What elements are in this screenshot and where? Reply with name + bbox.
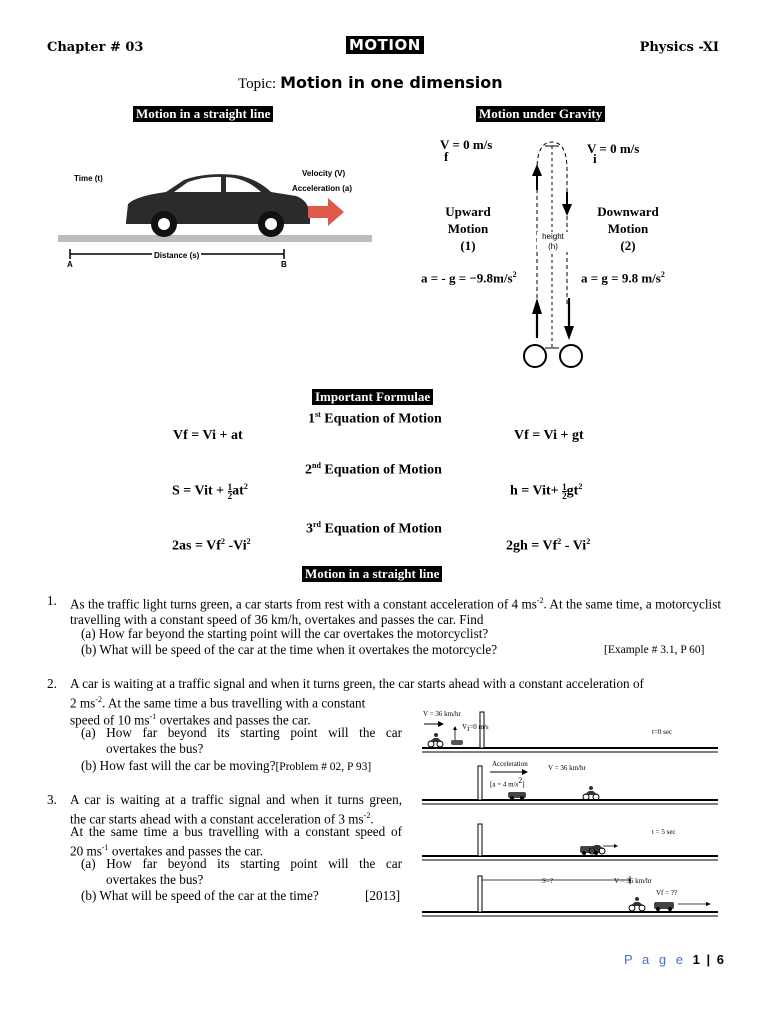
- question-1-reference: [Example # 3.1, P 60]: [604, 644, 705, 656]
- question-3-line-1: A car is waiting at a traffic signal and when it turns green,: [70, 792, 402, 807]
- downward-motion-label: Downward Motion (2): [597, 204, 659, 253]
- vf-subscript: f: [444, 149, 449, 164]
- road-s-label: S=?: [542, 877, 553, 885]
- second-equation-left: S = Vit + $\frac{1}{2}$ $at^2$: [172, 481, 248, 501]
- question-1-part-a: (a) How far beyond the starting point will the car overtakes the motorcyclist?: [81, 626, 489, 641]
- question-3-line-3: At the same time a bus travelling with a constant speed of: [70, 824, 402, 839]
- third-equation-left: $2as = Vf^2$ -Vi$^2$: [172, 537, 251, 554]
- road-acceleration-label: Acceleration: [492, 760, 528, 768]
- topic-label: Topic:: [238, 76, 277, 92]
- question-3-line-2: the car starts ahead with a constant acceleration of 3 $ms^{-2}$.: [70, 811, 374, 827]
- first-equation-heading: 1st Equation of Motion: [308, 410, 442, 427]
- question-3-part-b: (b) What will be speed of the car at the time?: [81, 888, 319, 903]
- vi-subscript: i: [593, 151, 597, 166]
- point-b-label: B: [281, 260, 287, 269]
- question-1-text: As the traffic light turns green, a car starts from rest with a constant acceleration of 4 $ms^{-2}$. At the same time, a motorcyclist travelling with a constant speed of 36 km/h, overtakes and passes the car. Find: [70, 596, 721, 628]
- section-header-straight-line: Motion in a straight line: [133, 106, 273, 122]
- topic-line: [238, 73, 503, 93]
- section-header-gravity: Motion under Gravity: [476, 106, 605, 122]
- upward-motion-label: Upward Motion (1): [445, 204, 491, 253]
- chapter-label: Chapter # 03: [47, 40, 144, 55]
- point-a-label: A: [67, 260, 73, 269]
- question-2-line-1: A car is waiting at a traffic signal and when it turns green, the car starts ahead with a constant acceleration of: [70, 676, 644, 691]
- road-vi0-label: Vi=0 m/s: [462, 723, 489, 733]
- gravity-diagram: [415, 130, 705, 370]
- road-t5-label: t = 5 sec: [652, 828, 676, 836]
- time-label: Time (t): [74, 174, 103, 183]
- page-title: MOTION: [346, 36, 424, 54]
- velocity-label: Velocity (V): [302, 169, 346, 178]
- page-footer: P a g e 1 | 6: [624, 952, 724, 967]
- question-2-number: 2.: [47, 676, 57, 691]
- road-illustration: [420, 708, 720, 918]
- question-3-line-4: 20 $ms^{-1}$ overtakes and passes the car.: [70, 843, 264, 859]
- vf-label: V = 0 m/s: [440, 137, 493, 152]
- question-1-number: 1.: [47, 593, 57, 608]
- a-up-label: a = - $g = -9.8m/s^2$: [421, 270, 517, 286]
- first-equation-left: Vf = Vi + at: [173, 428, 243, 443]
- road-diagram: [420, 708, 720, 918]
- car-illustration: [56, 130, 376, 275]
- first-equation-right: Vf = Vi + gt: [514, 428, 584, 443]
- section-header-formulae: Important Formulae: [312, 389, 433, 405]
- topic-value: Motion in one dimension: [280, 73, 503, 92]
- road-v36-label: V = 36 km/hr: [423, 710, 461, 718]
- road-v36c-label: V = 36 km/hr: [614, 877, 652, 885]
- third-equation-right: $2gh = Vf^2 - Vi^2$: [506, 537, 591, 554]
- subject-label: Physics -XI: [639, 40, 719, 55]
- third-equation-heading: 3rd Equation of Motion: [306, 520, 442, 537]
- question-3-reference: [2013]: [365, 888, 401, 903]
- second-equation-heading: 2nd Equation of Motion: [305, 461, 442, 478]
- car-diagram: [56, 130, 376, 275]
- question-3-part-a-line-2: overtakes the bus?: [106, 872, 204, 887]
- question-3-part-a-line-1: (a) How far beyond its starting point will the car: [81, 856, 402, 871]
- question-2-line-2: 2 $ms^{-2}$. At the same time a bus travelling with a constant: [70, 695, 366, 711]
- question-2-part-a-line-2: overtakes the bus?: [106, 741, 204, 756]
- acceleration-label: Acceleration (a): [292, 184, 353, 193]
- second-equation-right: h = Vit+ $\frac{1}{2}$ $gt^2$: [510, 481, 583, 501]
- vi-label: V = 0 m/s: [587, 141, 640, 156]
- road-t0-label: t=0 sec: [652, 728, 673, 736]
- road-vf-label: Vf = ??: [656, 889, 678, 897]
- road-v36b-label: V = 36 km/hr: [548, 764, 586, 772]
- a-down-label: a = g = 9.8 $m/s^2$: [581, 270, 665, 286]
- distance-label: Distance (s): [154, 251, 200, 260]
- question-1-part-b: (b) What will be speed of the car at the time when it overtakes the motorcycle?: [81, 642, 498, 657]
- question-3-number: 3.: [47, 792, 57, 807]
- question-2-part-b: (b) How fast will the car be moving?[Problem # 02, P 93]: [81, 758, 372, 773]
- section-header-straight-line-2: Motion in a straight line: [302, 566, 442, 582]
- question-2-line-3: speed of 10 $ms^{-1}$ overtakes and passes the car.: [70, 712, 311, 728]
- height-label: height (h): [537, 232, 569, 252]
- question-2-part-a-line-1: (a) How far beyond its starting point will the car: [81, 725, 402, 740]
- road-acceleration-value: [a = 4 $m/s^2$]: [490, 776, 525, 789]
